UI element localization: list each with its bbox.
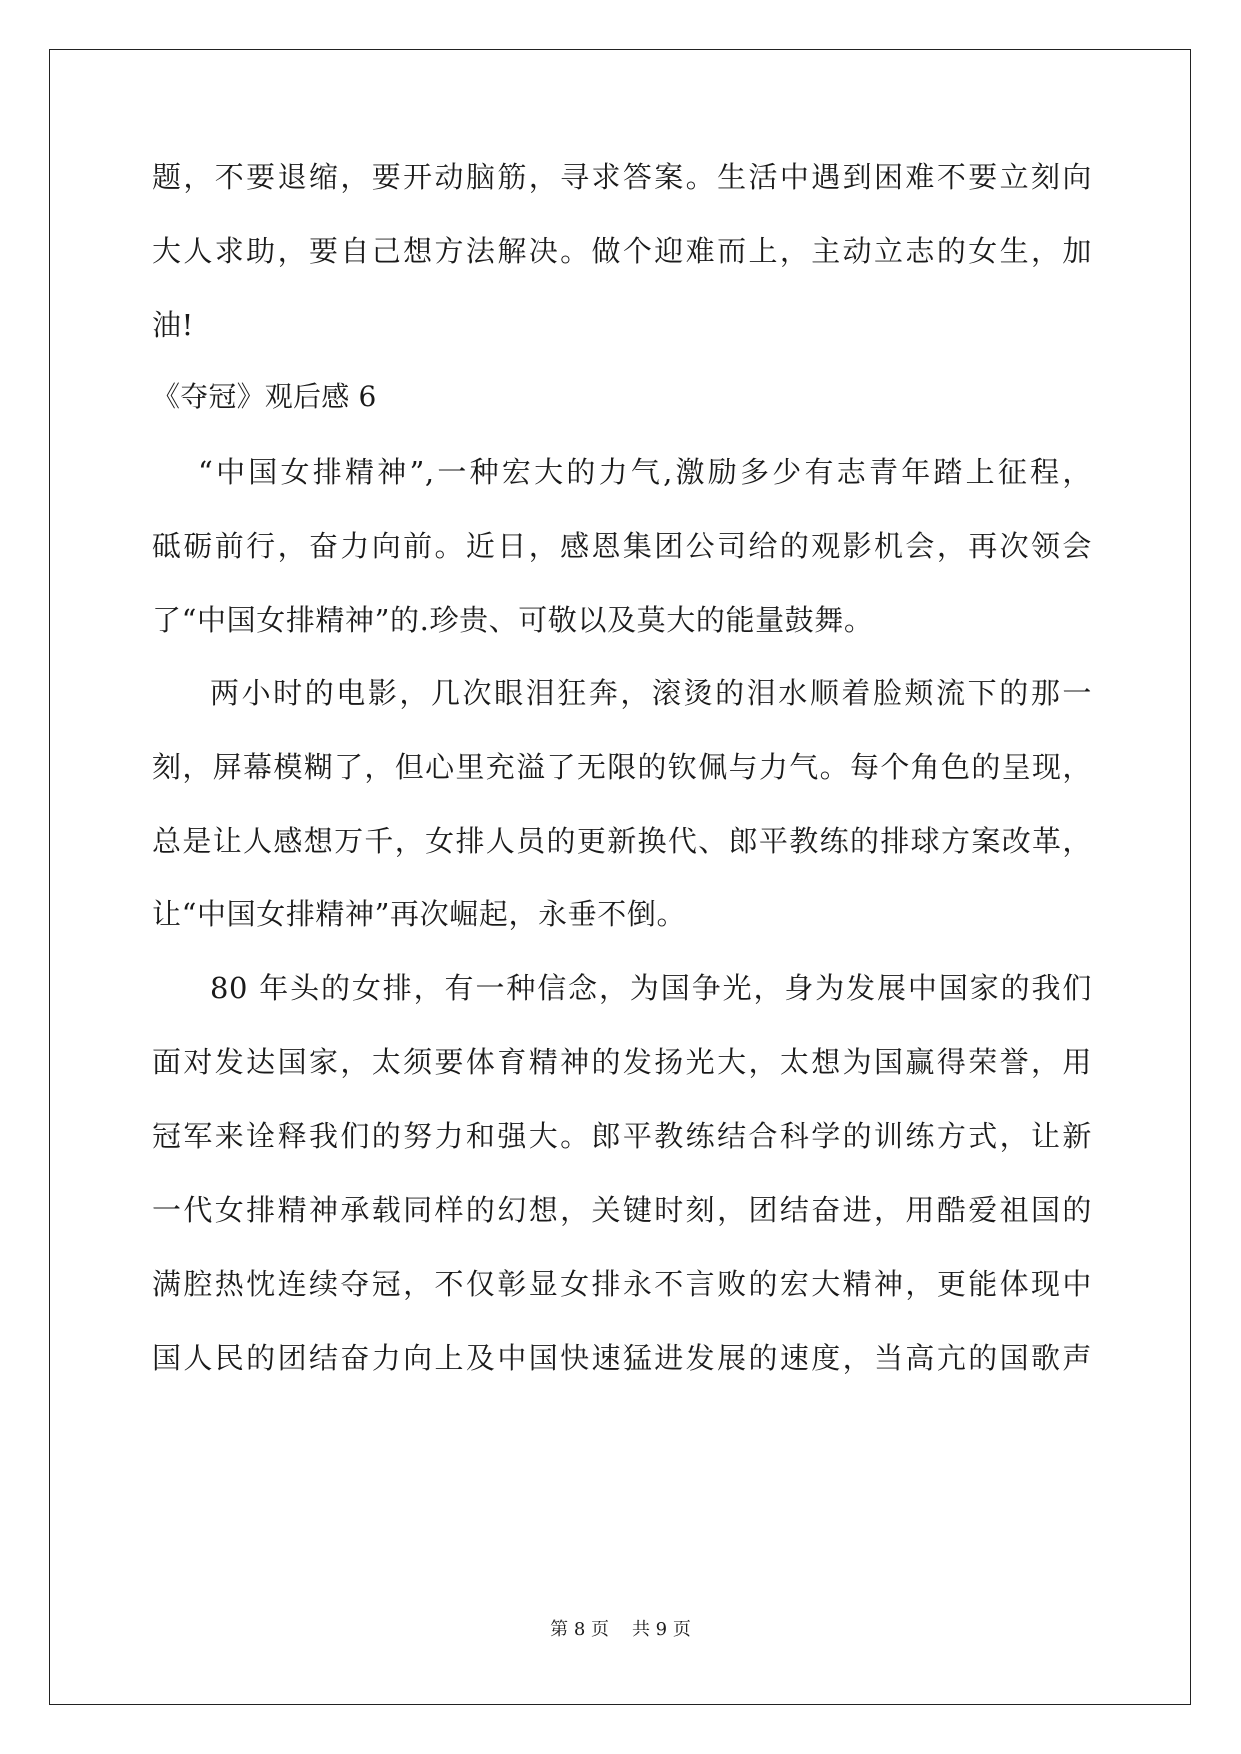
text-line: 满腔热忱连续夺冠，不仅彰显女排永不言败的宏大精神，更能体现中 [152,1267,1092,1301]
text-line: 两小时的电影，几次眼泪狂奔，滚烫的泪水顺着脸颊流下的那一 [210,676,1092,710]
text-line: 让“中国女排精神”再次崛起，永垂不倒。 [152,897,687,931]
page-number: 第 8 页 [550,1619,610,1640]
text-line: 油! [152,308,194,342]
text-line: 面对发达国家，太须要体育精神的发扬光大，太想为国赢得荣誉，用 [152,1045,1092,1079]
page-total: 共 9 页 [631,1619,691,1640]
text-line: “中国女排精神”,一种宏大的力气,激励多少有志青年踏上征程， [198,455,1092,489]
text-line: 大人求助，要自己想方法解决。做个迎难而上，主动立志的女生，加 [152,234,1092,268]
text-line: 了“中国女排精神”的.珍贵、可敬以及莫大的能量鼓舞。 [152,603,874,637]
text-line: 刻，屏幕模糊了，但心里充溢了无限的钦佩与力气。每个角色的呈现， [152,750,1092,784]
section-heading: 《夺冠》观后感 6 [152,380,377,413]
text-line: 国人民的团结奋力向上及中国快速猛进发展的速度，当高亢的国歌声 [152,1341,1092,1375]
text-line: 题，不要退缩，要开动脑筋，寻求答案。生活中遇到困难不要立刻向 [152,160,1092,194]
text-line: 总是让人感想万千，女排人员的更新换代、郎平教练的排球方案改革， [152,824,1092,858]
text-line: 80 年头的女排，有一种信念，为国争光，身为发展中国家的我们 [210,971,1092,1005]
text-line: 冠军来诠释我们的努力和强大。郎平教练结合科学的训练方式，让新 [152,1119,1092,1153]
page-border [49,49,1191,1705]
text-line: 砥砺前行，奋力向前。近日，感恩集团公司给的观影机会，再次领会 [152,529,1092,563]
page-footer [0,1618,1241,1642]
text-line: 一代女排精神承载同样的幻想，关键时刻，团结奋进，用酷爱祖国的 [152,1193,1092,1227]
